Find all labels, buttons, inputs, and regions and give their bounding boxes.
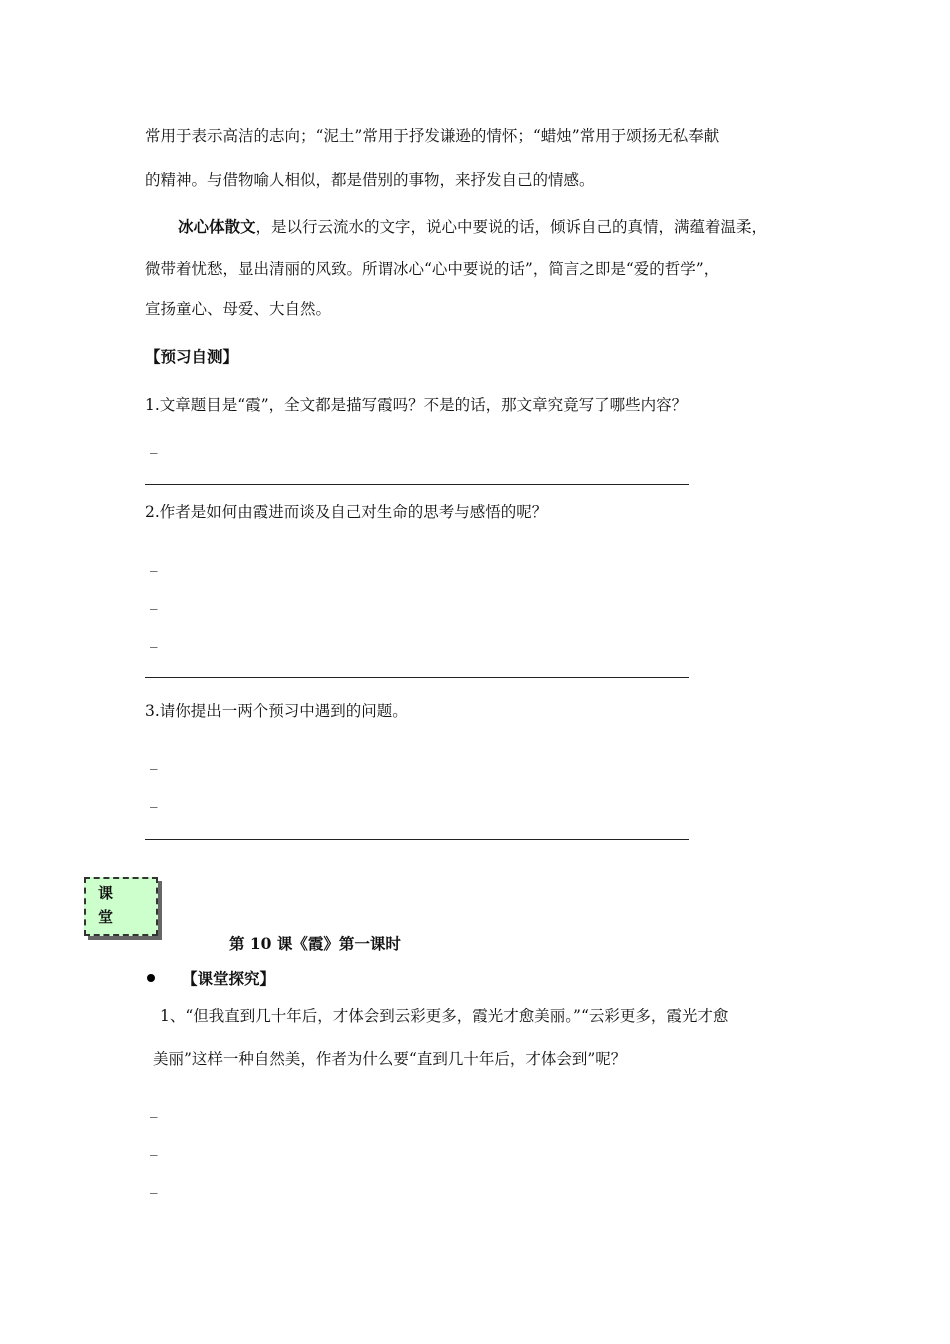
answer-line [145,677,689,678]
classroom-badge [84,877,158,936]
intro-line-2: 的精神。与借物喻人相似，都是借别的事物，来抒发自己的情感。 [145,171,595,189]
intro-line-1: 常用于表示高洁的志向；“泥土”常用于抒发谦逊的情怀；“蜡烛”常用于颂扬无私奉献 [145,127,720,145]
answer-dash: _ [150,436,158,454]
badge-char-2: 堂 [98,908,114,926]
answer-line [145,839,689,840]
explore-question-1-line-1: 1、“但我直到几十年后，才体会到云彩更多，霞光才愈美丽。”“云彩更多，霞光才愈 [160,1007,729,1025]
answer-dash: _ [150,752,158,770]
answer-dash: _ [150,1176,158,1194]
preview-heading: 【预习自测】 [145,347,239,366]
bullet-icon [147,974,155,982]
explore-heading: 【课堂探究】 [182,969,276,988]
lesson-title: 第 10 课《霞》第一课时 [229,934,401,953]
bingxin-line-3: 宣扬童心、母爱、大自然。 [145,300,332,318]
answer-line [145,484,689,485]
badge-char-1: 课 [98,884,114,902]
explore-question-1-line-2: 美丽”这样一种自然美，作者为什么要“直到几十年后，才体会到”呢？ [153,1050,627,1068]
answer-dash: _ [150,1100,158,1118]
bingxin-term: 冰心体散文 [178,217,256,236]
preview-question-1: 1.文章题目是“霞”，全文都是描写霞吗？不是的话，那文章究竟写了哪些内容？ [145,396,688,414]
bingxin-line-1-rest: ，是以行云流水的文字，说心中要说的话，倾诉自己的真情，满蕴着温柔， [255,218,768,236]
preview-question-2: 2.作者是如何由霞进而谈及自己对生命的思考与感悟的呢？ [145,503,548,521]
preview-question-3: 3.请你提出一两个预习中遇到的问题。 [145,702,408,720]
answer-dash: _ [150,790,158,808]
answer-dash: _ [150,1138,158,1156]
bingxin-line-1 [178,217,767,237]
answer-dash: _ [150,630,158,648]
bingxin-line-2: 微带着忧愁，显出清丽的风致。所谓冰心“心中要说的话”，简言之即是“爱的哲学”， [145,260,720,278]
answer-dash: _ [150,592,158,610]
answer-dash: _ [150,554,158,572]
